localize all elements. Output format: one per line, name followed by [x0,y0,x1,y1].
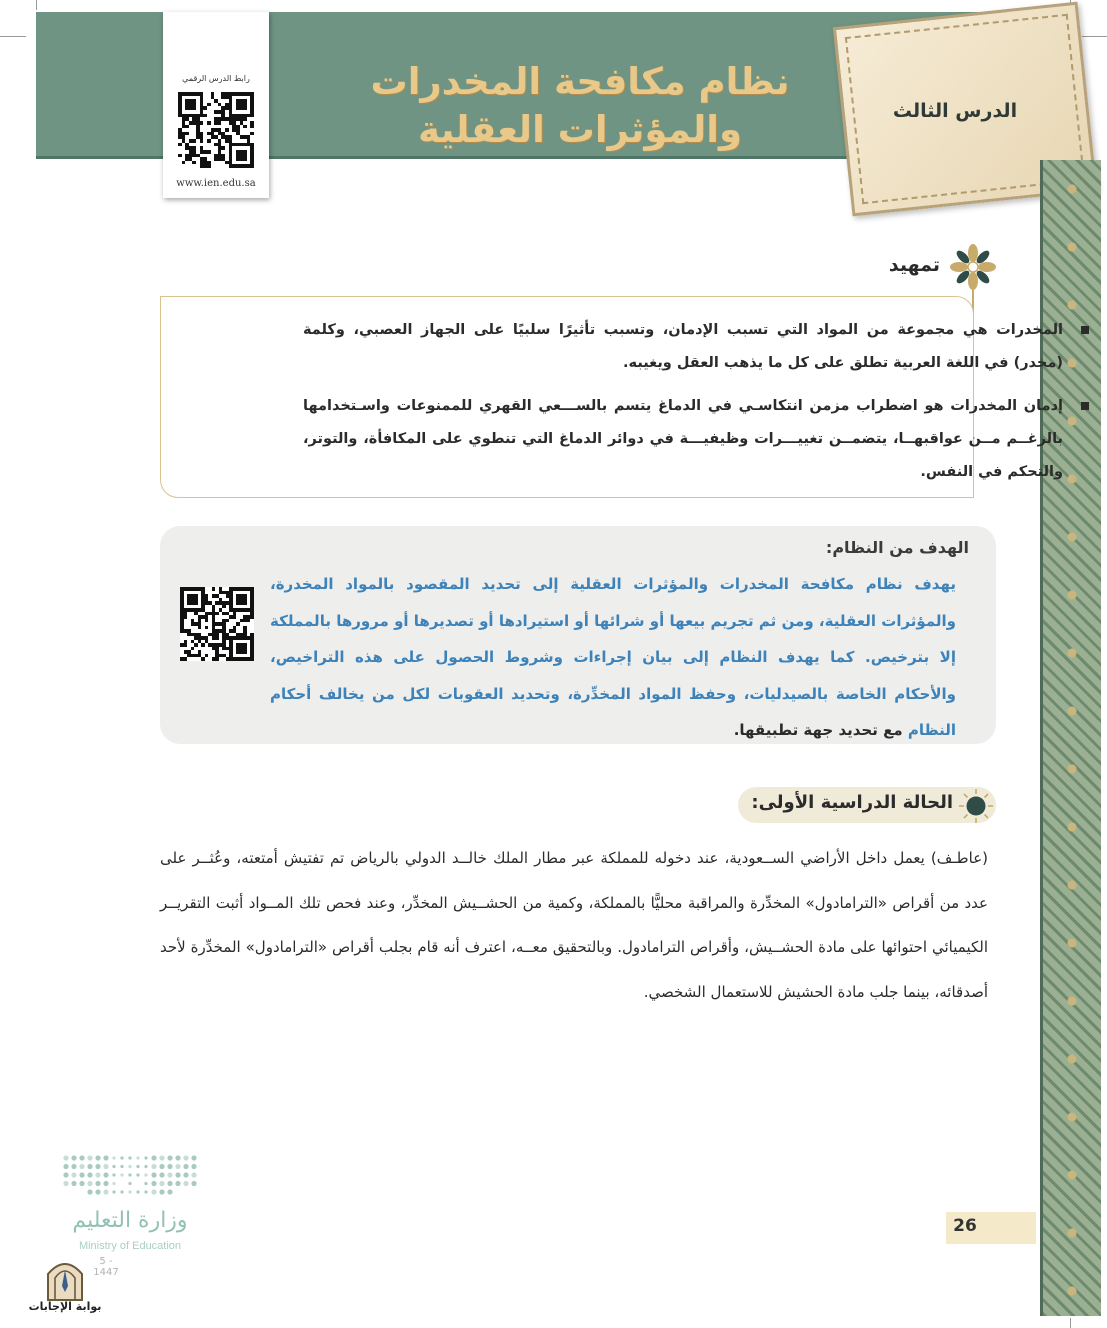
logo-dot [87,1164,92,1169]
logo-dot [112,1165,115,1168]
logo-dot [128,1165,131,1168]
crop-mark [36,0,37,10]
qr-module [247,164,251,168]
qr-module [215,657,219,661]
logo-dot [112,1190,115,1193]
logo-dot [63,1164,68,1169]
logo-dot [183,1181,188,1186]
logo-dot [167,1155,172,1160]
logo-dot [175,1164,180,1169]
qr-module [194,657,198,661]
crop-mark [1070,1318,1071,1328]
edition-year: 5 - 1447 [93,1256,119,1278]
logo-dot [120,1165,123,1168]
qr-module [236,164,240,168]
qr-module [229,164,233,168]
qr-module [182,164,186,168]
ministry-name-en: Ministry of Education [78,1240,182,1252]
logo-dot [87,1172,92,1177]
qr-module [211,164,215,168]
logo-dot [175,1172,180,1177]
logo-dot [112,1173,115,1176]
logo-dot [63,1172,68,1177]
logo-dot [63,1181,68,1186]
logo-dot [112,1156,115,1159]
goal-text-body: يهدف نظام مكافحة المخدرات والمؤثرات العقلية إلى تحديد المقصود بالمواد المخدرة، والمؤثرات العقلية، ومن ثم تجريم بيعها أو شرائها أو استيرادها أو تصديرها أو مرورها بالمملكة إلا بترخيص. كما يهدف النظام إلى بيان إجراءات وشروط الحصول على هذه التراخيص، والأحكام الخاصة بالصيدليات، وحفظ المواد المخدِّرة، وتحديد العقوبات لكل من يخالف أحكام النظام [270,575,956,739]
logo-dot [103,1189,108,1194]
qr-module [250,164,254,168]
logo-dot [151,1155,156,1160]
logo-dot [144,1190,147,1193]
logo-dot [167,1189,172,1194]
logo-dot [159,1181,164,1186]
logo-dot [191,1181,196,1186]
logo-dot [136,1165,139,1168]
logo-dot [87,1181,92,1186]
logo-dot [144,1156,147,1159]
logo-dot [128,1156,131,1159]
qr-module [201,657,205,661]
qr-module [200,164,204,168]
qr-module [178,164,182,168]
logo-dot [71,1172,76,1177]
qr-module [243,164,247,168]
case-study-text: (عاطـف) يعمل داخل الأراضي الســعودية، عند دخوله للمملكة عبر مطار الملك خالــد الدولي بالرياض تم تفتيش أمتعته، وعُثــر على عدد من أقراص «الترامادول» المخدِّرة والمراقبة محليًّا بالمملكة، وكمية من الحشــيش المخدِّر، وعند فحص تلك المــواد أثبت التقريــر الكيميائي احتوائها على مادة الحشــيش، وأقراص الترامادول. وبالتحقيق معــه، اعترف أنه قام بجلب أقراص «الترامادول» المخدِّرة لأحد أصدقائه، بينما جلب مادة الحشيش للاستعمال الشخصي. [160,849,988,1001]
logo-dot [128,1173,131,1176]
qr-module [240,657,244,661]
logo-dot [71,1155,76,1160]
intro-heading: تمهيد [888,254,940,276]
logo-dot [95,1189,100,1194]
logo-dot [191,1155,196,1160]
ministry-logo-dots [62,1154,198,1198]
ministry-name-ar: وزارة التعليم [72,1208,188,1233]
logo-dot [103,1164,108,1169]
logo-dot [191,1164,196,1169]
qr-module [222,657,226,661]
qr-module [192,164,196,168]
flower-icon [948,242,998,292]
goal-qr-code-icon[interactable] [180,587,254,661]
logo-dot [63,1155,68,1160]
qr-module [205,657,209,661]
logo-dot [128,1190,131,1193]
qr-module [233,657,237,661]
logo-dot [120,1156,123,1159]
lesson-label: الدرس الثالث [892,100,1018,122]
qr-module [229,657,233,661]
goal-text-last: مع تحديد جهة تطبيقها. [733,721,903,739]
logo-dot [175,1181,180,1186]
qr-url[interactable]: www.ien.edu.sa [176,178,256,189]
qr-module [250,657,254,661]
logo-dot [144,1182,147,1185]
logo-dot [191,1172,196,1177]
logo-dot [79,1181,84,1186]
logo-dot [159,1172,164,1177]
logo-dot [151,1172,156,1177]
crop-mark [1082,36,1107,37]
logo-dot [183,1172,188,1177]
logo-dot [159,1155,164,1160]
qr-module [203,164,207,168]
logo-dot [87,1155,92,1160]
logo-dot [175,1155,180,1160]
qr-module [232,164,236,168]
logo-dot [112,1182,115,1185]
lesson-title [330,58,830,154]
qr-module [207,164,211,168]
qr-module [187,657,191,661]
logo-dot [136,1156,139,1159]
qr-module [247,657,251,661]
qr-module [236,657,240,661]
qr-module [185,164,189,168]
logo-dot [167,1164,172,1169]
intro-bullet-1: المخدرات هي مجموعة من المواد التي تسبب الإدمان، وتسبب تأثيرًا سلبيًا على الجهاز العصبي، وكلمة (مخدر) في اللغة العربية تطلق على كل ما يذهب العقل ويغيبه. [303,314,1063,380]
lesson-title-line2: والمؤثرات العقلية [418,108,742,151]
logo-dot [71,1164,76,1169]
qr-module [212,657,216,661]
qr-module [225,164,229,168]
logo-dot [71,1181,76,1186]
logo-dot [79,1164,84,1169]
qr-module [180,657,184,661]
logo-dot [87,1189,92,1194]
logo-dot [159,1189,164,1194]
logo-dot [167,1181,172,1186]
logo-dot [95,1155,100,1160]
watermark-gate-icon [44,1256,86,1302]
logo-dot [120,1173,123,1176]
logo-dot [128,1182,131,1185]
qr-module [214,164,218,168]
qr-module [226,657,230,661]
digital-lesson-qr-card[interactable] [163,12,269,198]
logo-dot [120,1190,123,1193]
logo-dot [167,1172,172,1177]
qr-module [196,164,200,168]
qr-module [221,164,225,168]
qr-module [184,657,188,661]
logo-dot [95,1172,100,1177]
logo-dot [151,1189,156,1194]
logo-dot [151,1164,156,1169]
qr-module [198,657,202,661]
sun-icon [958,788,994,824]
goal-title: الهدف من النظام: [825,538,969,557]
logo-dot [136,1173,139,1176]
qr-module [208,657,212,661]
qr-module [243,657,247,661]
logo-dot [136,1190,139,1193]
logo-dot [144,1165,147,1168]
logo-dot [144,1173,147,1176]
logo-dot [183,1164,188,1169]
logo-dot [103,1172,108,1177]
goal-text [270,566,956,749]
qr-module [240,164,244,168]
qr-module [219,657,223,661]
logo-dot [95,1181,100,1186]
crop-mark [0,36,26,37]
logo-dot [95,1164,100,1169]
case-study-title: الحالة الدراسية الأولى: [751,792,953,813]
logo-dot [159,1164,164,1169]
qr-pattern [180,587,254,661]
logo-dot [79,1172,84,1177]
logo-dot [103,1181,108,1186]
lesson-title-line1: نظام مكافحة المخدرات [370,60,790,103]
qr-module [191,657,195,661]
watermark-text: بوابة الإجابات [28,1300,102,1313]
logo-dot [103,1155,108,1160]
page-number: 26 [953,1216,977,1236]
qr-module [189,164,193,168]
qr-code-icon[interactable] [178,92,254,168]
qr-module [218,164,222,168]
logo-dot [79,1155,84,1160]
logo-dot [151,1181,156,1186]
logo-dot [183,1155,188,1160]
qr-pattern [178,92,254,168]
intro-bullet-2: إدمان المخدرات هو اضطراب مزمن انتكاسـي في الدماغ يتسم بالســـعي القهري للممنوعات واسـتخدامها بالرغــم مــن عواقبهــا، يتضمــن تغييـــرات وظيفيـــة في دوائر الدماغ التي تنطوي على المكافأة، والتوتر، والتحكم في النفس. [303,390,1063,489]
qr-caption: رابط الدرس الرقمي [182,74,250,83]
